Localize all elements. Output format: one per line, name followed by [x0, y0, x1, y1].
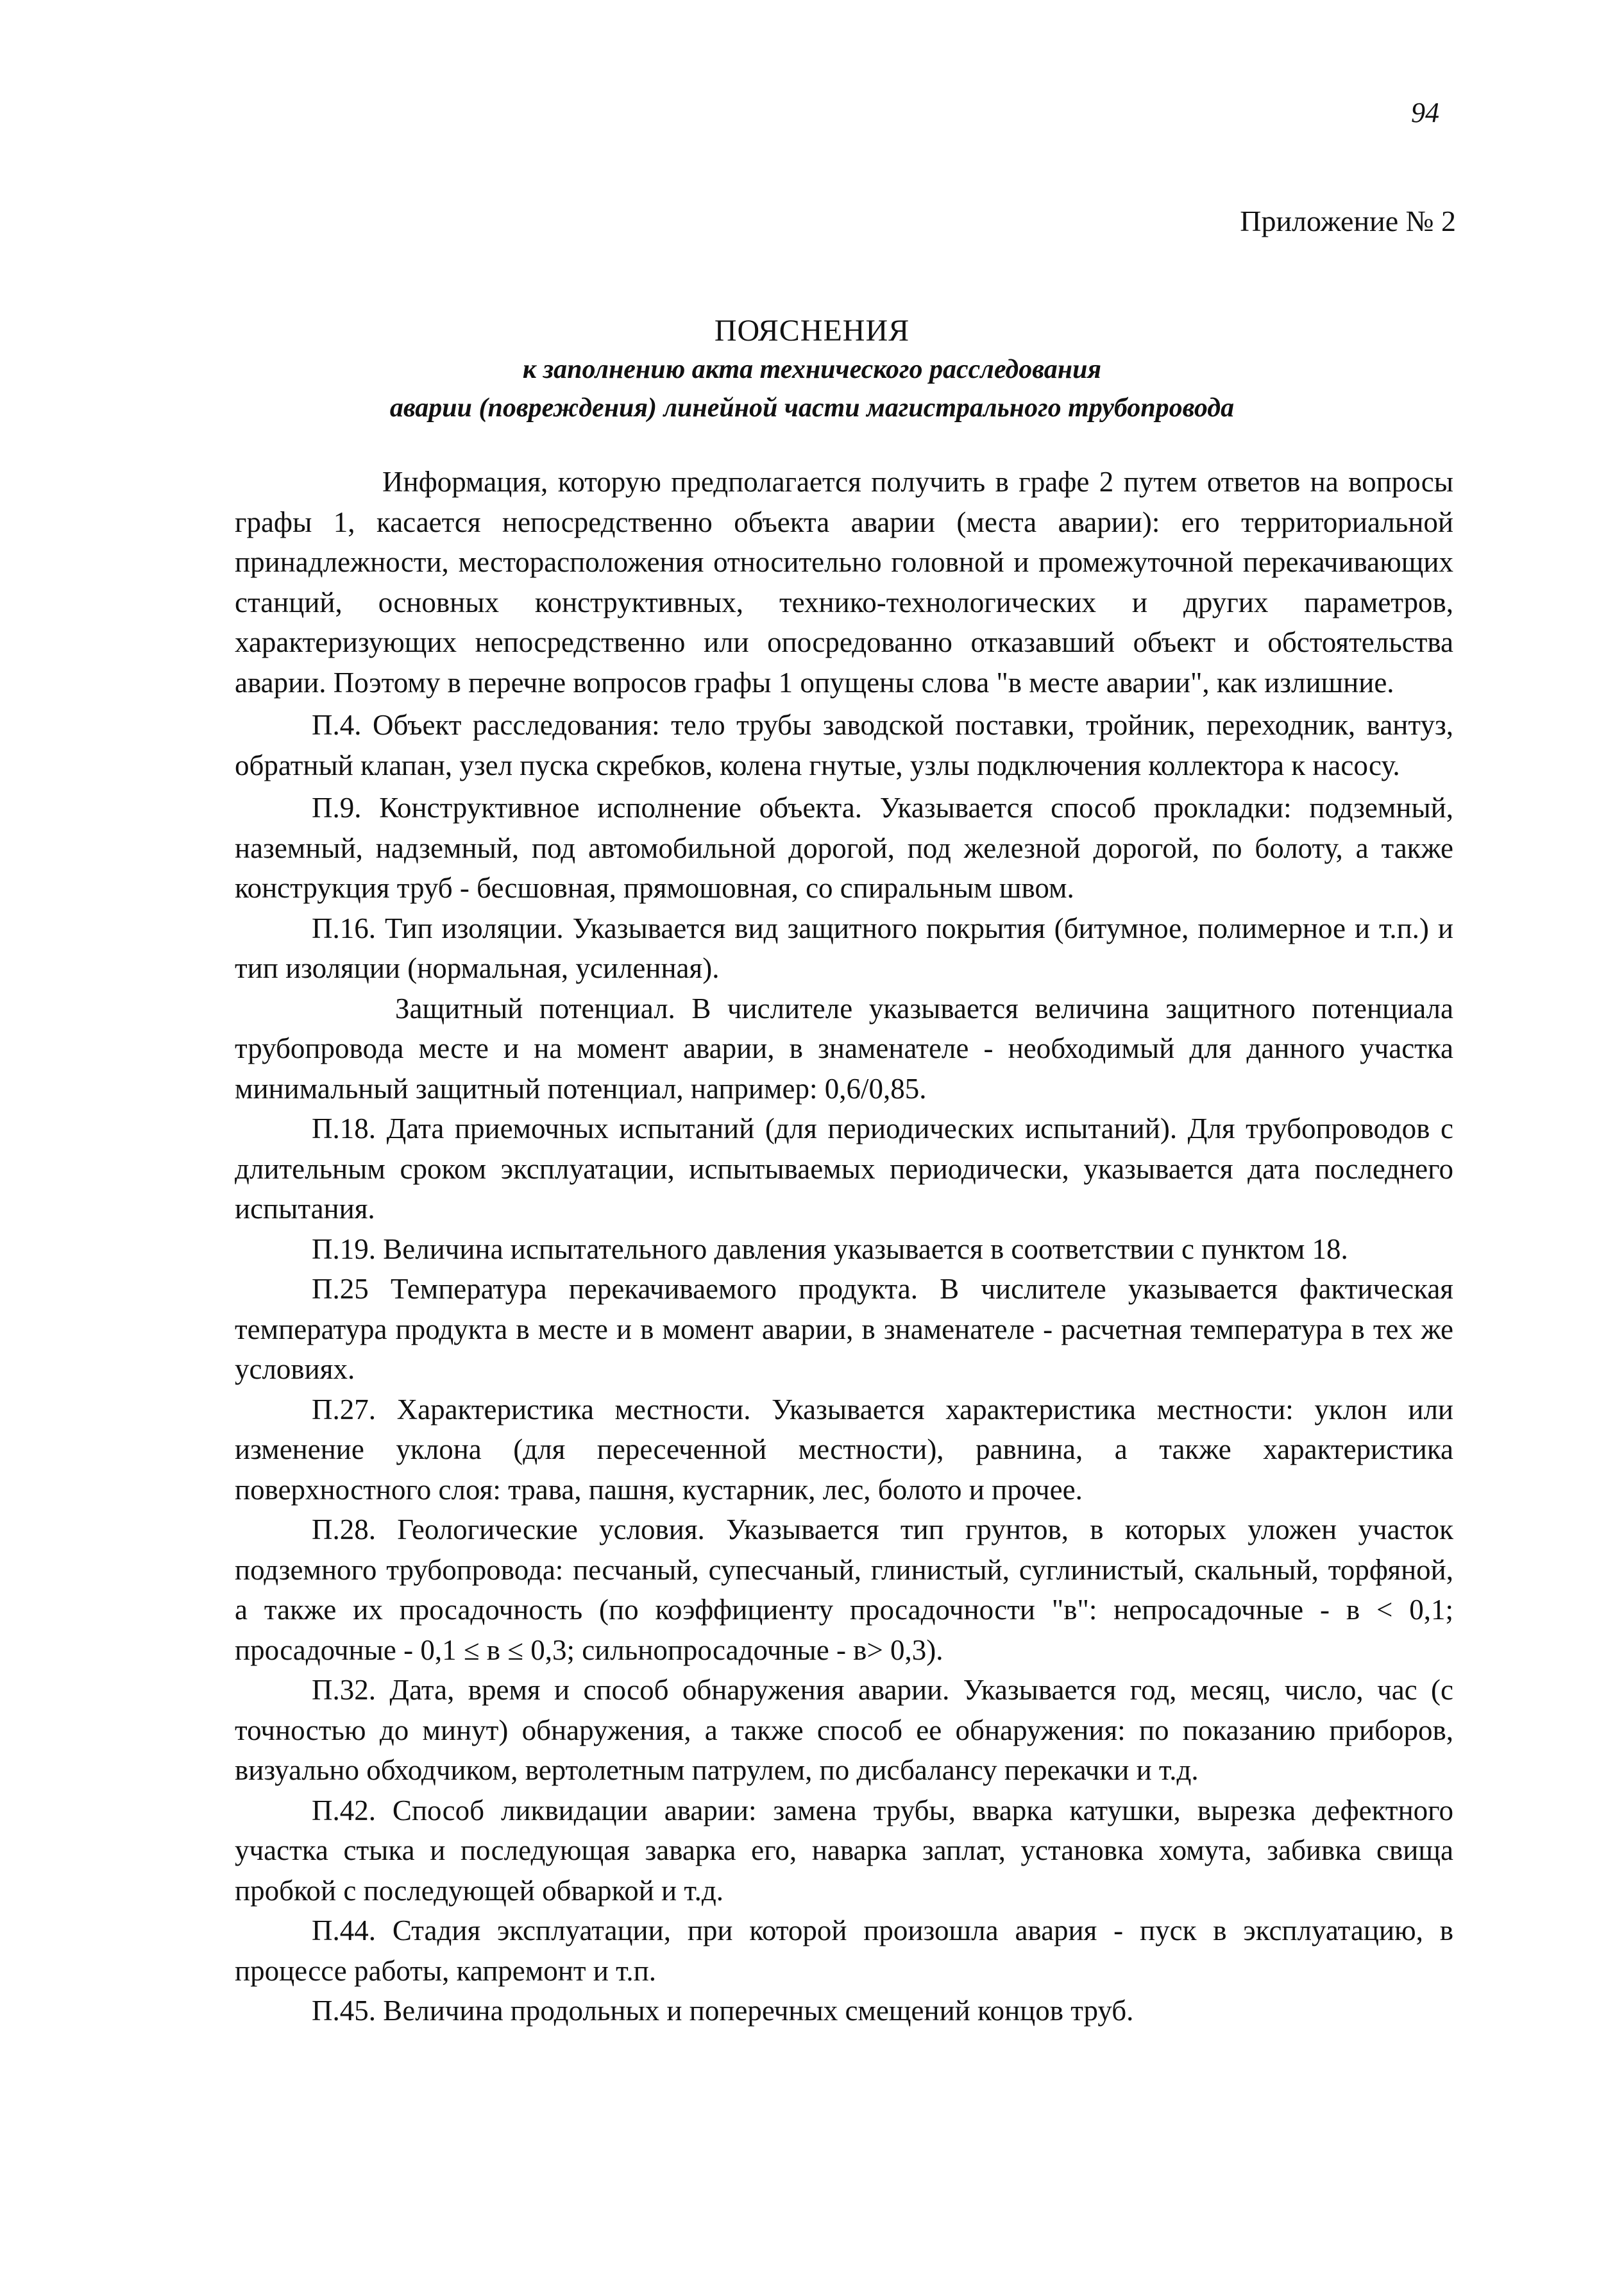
document-body [235, 462, 1453, 2031]
paragraph-p18: П.18. Дата приемочных испытаний (для периодических испытаний). Для трубопроводов с длительным сроком эксплуатации, испытываемых периодически, указывается дата последнего испытания. [235, 1112, 1453, 1225]
document-title: ПОЯСНЕНИЯ [714, 314, 910, 348]
paragraph-p4: П.4. Объект расследования: тело трубы заводской поставки, тройник, переходник, вантуз, обратный клапан, узел пуска скребков, колена гнутые, узлы подключения коллектора к насосу. [235, 709, 1453, 781]
paragraph-p42: П.42. Способ ликвидации аварии: замена трубы, вварка катушки, вырезка дефектного участка стыка и последующая заварка его, наварка заплат, установка хомута, забивка свища пробкой с последующей обваркой и т.д. [235, 1794, 1453, 1907]
paragraph-p27: П.27. Характеристика местности. Указывается характеристика местности: уклон или изменение уклона (для пересеченной местности), равнина, а также характеристика поверхностного слоя: трава, пашня, кустарник, лес, болото и прочее. [235, 1393, 1453, 1506]
paragraph-p45: П.45. Величина продольных и поперечных смещений концов труб. [312, 1995, 1134, 2027]
paragraph-p16: П.16. Тип изоляции. Указывается вид защитного покрытия (битумное, полимерное и т.п.) и тип изоляции (нормальная, усиленная). [235, 912, 1453, 984]
document-subtitle-line1: к заполнению акта технического расследования [522, 355, 1102, 384]
paragraph-p44: П.44. Стадия эксплуатации, при которой произошла авария - пуск в эксплуатацию, в процессе работы, капремонт и т.п. [235, 1914, 1453, 1987]
page-number: 94 [1411, 97, 1439, 128]
paragraph-intro: Информация, которую предполагается получить в графе 2 путем ответов на вопросы графы 1, касается непосредственно объекта аварии (места аварии): его территориальной принадлежности, месторасположения относительно головной и промежуточной перекачивающих станций, основных конструктивных, технико-технологических и других параметров, характеризующих непосредственно или опосредованно отказавший объект и обстоятельства аварии. Поэтому в перечне вопросов графы 1 опущены слова "в месте аварии", как излишние. [235, 466, 1453, 699]
paragraph-protective-potential: Защитный потенциал. В числителе указывается величина защитного потенциала трубопровода месте и на момент аварии, в знаменателе - необходимый для данного участка минимальный защитный потенциал, например: 0,6/0,85. [235, 992, 1453, 1105]
paragraph-p19: П.19. Величина испытательного давления указывается в соответствии с пунктом 18. [312, 1232, 1348, 1265]
document-subtitle-line2: аварии (повреждения) линейной части магистрального трубопровода [389, 393, 1235, 423]
paragraph-p28: П.28. Геологические условия. Указывается тип грунтов, в которых уложен участок подземного трубопровода: песчаный, супесчаный, глинистый, суглинистый, скальный, торфяной, а также их просадочность (по коэффициенту просадочности "в": непросадочные - в < 0,1; просадочные - 0,1 ≤ в ≤ 0,3; сильнопросадочные - в> 0,3). [235, 1513, 1453, 1666]
paragraph-p25: П.25 Температура перекачиваемого продукта. В числителе указывается фактическая температура продукта в месте и в момент аварии, в знаменателе - расчетная температура в тех же условиях. [235, 1273, 1453, 1385]
paragraph-p9: П.9. Конструктивное исполнение объекта. Указывается способ прокладки: подземный, наземный, надземный, под автомобильной дорогой, под железной дорогой, по болоту, а также конструкция труб - бесшовная, прямошовная, со спиральным швом. [235, 792, 1453, 904]
paragraph-p32: П.32. Дата, время и способ обнаружения аварии. Указывается год, месяц, число, час (с точностью до минут) обнаружения, а также способ ее обнаружения: по показанию приборов, визуально обходчиком, вертолетным патрулем, по дисбалансу перекачки и т.д. [235, 1674, 1453, 1786]
appendix-label: Приложение № 2 [1240, 205, 1456, 237]
